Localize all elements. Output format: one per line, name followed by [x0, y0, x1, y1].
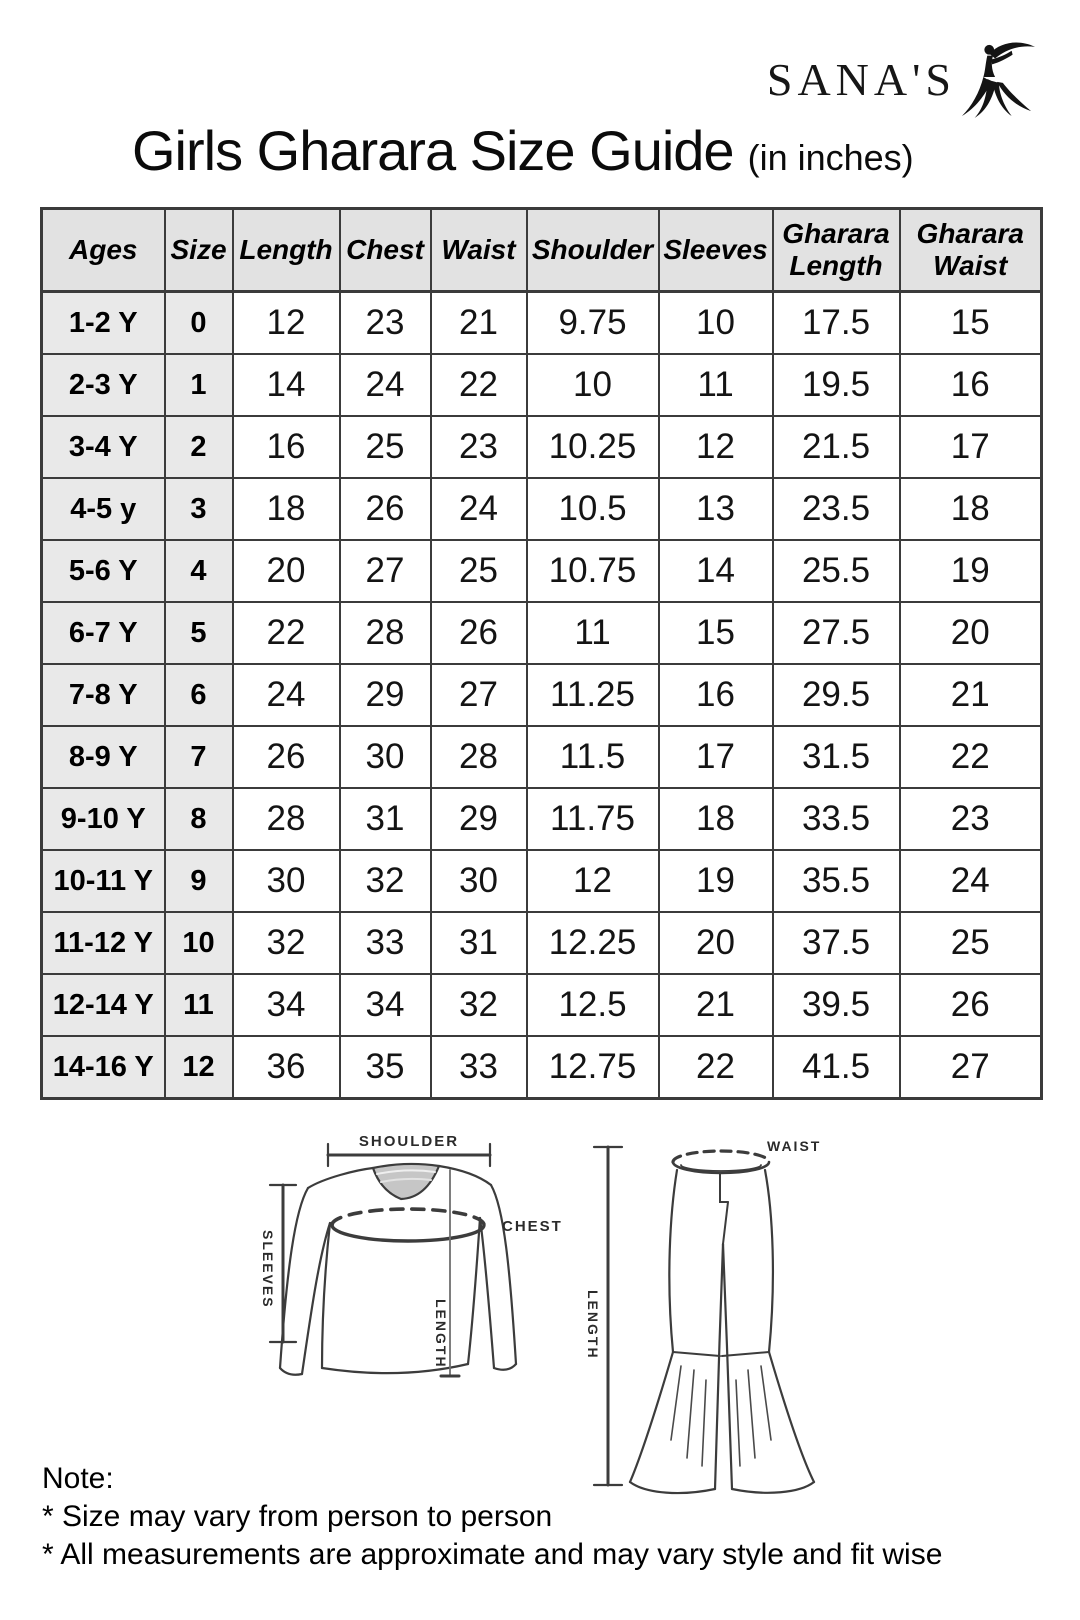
cell-measurement: 29 [431, 788, 527, 850]
cell-size: 0 [165, 292, 233, 355]
table-row [42, 1036, 1042, 1099]
cell-measurement: 17 [900, 416, 1042, 478]
col-header-shoulder: Shoulder [527, 209, 659, 292]
page-title-main: Girls Gharara Size Guide [132, 119, 734, 182]
cell-measurement: 34 [233, 974, 340, 1036]
cell-ages: 4-5 y [42, 478, 165, 540]
table-row [42, 416, 1042, 478]
cell-measurement: 12 [659, 416, 773, 478]
cell-size: 11 [165, 974, 233, 1036]
cell-measurement: 11.5 [527, 726, 659, 788]
cell-measurement: 16 [233, 416, 340, 478]
cell-ages: 9-10 Y [42, 788, 165, 850]
cell-measurement: 32 [233, 912, 340, 974]
cell-measurement: 12.5 [527, 974, 659, 1036]
shirt-sleeves-label: SLEEVES [260, 1230, 276, 1309]
col-header-sleeves: Sleeves [659, 209, 773, 292]
cell-ages: 7-8 Y [42, 664, 165, 726]
cell-measurement: 10.75 [527, 540, 659, 602]
shirt-shoulder-label: SHOULDER [358, 1133, 460, 1150]
cell-measurement: 26 [900, 974, 1042, 1036]
table-row [42, 602, 1042, 664]
cell-measurement: 14 [233, 354, 340, 416]
table-row [42, 292, 1042, 355]
cell-size: 2 [165, 416, 233, 478]
cell-measurement: 27 [340, 540, 431, 602]
cell-ages: 10-11 Y [42, 850, 165, 912]
cell-ages: 8-9 Y [42, 726, 165, 788]
cell-size: 4 [165, 540, 233, 602]
gharara-measure-diagram [530, 1118, 830, 1510]
col-header-length: Length [233, 209, 340, 292]
cell-measurement: 26 [431, 602, 527, 664]
cell-size: 9 [165, 850, 233, 912]
cell-measurement: 26 [233, 726, 340, 788]
cell-measurement: 15 [659, 602, 773, 664]
cell-measurement: 35 [340, 1036, 431, 1099]
table-row [42, 912, 1042, 974]
cell-measurement: 13 [659, 478, 773, 540]
cell-measurement: 24 [431, 478, 527, 540]
cell-ages: 1-2 Y [42, 292, 165, 355]
cell-measurement: 12.75 [527, 1036, 659, 1099]
cell-measurement: 39.5 [773, 974, 900, 1036]
table-row [42, 850, 1042, 912]
brand-logo [767, 38, 1036, 120]
cell-measurement: 41.5 [773, 1036, 900, 1099]
col-header-waist: Waist [431, 209, 527, 292]
cell-ages: 11-12 Y [42, 912, 165, 974]
cell-measurement: 22 [900, 726, 1042, 788]
cell-measurement: 29.5 [773, 664, 900, 726]
table-row [42, 788, 1042, 850]
col-header-ages: Ages [42, 209, 165, 292]
cell-ages: 12-14 Y [42, 974, 165, 1036]
cell-measurement: 10 [527, 354, 659, 416]
cell-measurement: 25 [900, 912, 1042, 974]
cell-measurement: 22 [431, 354, 527, 416]
cell-measurement: 11.75 [527, 788, 659, 850]
dancing-lady-icon [960, 38, 1036, 120]
table-row [42, 726, 1042, 788]
cell-measurement: 12 [527, 850, 659, 912]
cell-measurement: 34 [340, 974, 431, 1036]
cell-measurement: 16 [659, 664, 773, 726]
table-row [42, 540, 1042, 602]
col-header-gharara-waist: Gharara Waist [900, 209, 1042, 292]
cell-measurement: 31 [431, 912, 527, 974]
cell-measurement: 9.75 [527, 292, 659, 355]
cell-size: 1 [165, 354, 233, 416]
cell-measurement: 24 [233, 664, 340, 726]
cell-measurement: 20 [900, 602, 1042, 664]
cell-measurement: 32 [431, 974, 527, 1036]
cell-measurement: 19.5 [773, 354, 900, 416]
table-row [42, 354, 1042, 416]
cell-measurement: 33.5 [773, 788, 900, 850]
cell-size: 8 [165, 788, 233, 850]
gharara-waist-label: WAIST [767, 1138, 822, 1154]
brand-name: SANA'S [766, 53, 956, 105]
cell-measurement: 21.5 [773, 416, 900, 478]
cell-measurement: 28 [340, 602, 431, 664]
cell-measurement: 21 [900, 664, 1042, 726]
cell-measurement: 18 [659, 788, 773, 850]
cell-measurement: 21 [431, 292, 527, 355]
note-block [42, 1460, 942, 1574]
cell-measurement: 20 [659, 912, 773, 974]
cell-ages: 6-7 Y [42, 602, 165, 664]
cell-measurement: 30 [431, 850, 527, 912]
size-table [40, 207, 1043, 1100]
cell-measurement: 23 [340, 292, 431, 355]
cell-measurement: 31.5 [773, 726, 900, 788]
cell-size: 7 [165, 726, 233, 788]
cell-measurement: 29 [340, 664, 431, 726]
cell-size: 6 [165, 664, 233, 726]
table-header-row [42, 209, 1042, 292]
cell-measurement: 15 [900, 292, 1042, 355]
gharara-length-label: LENGTH [585, 1290, 601, 1360]
cell-ages: 2-3 Y [42, 354, 165, 416]
cell-measurement: 20 [233, 540, 340, 602]
cell-measurement: 28 [233, 788, 340, 850]
cell-measurement: 24 [900, 850, 1042, 912]
cell-measurement: 14 [659, 540, 773, 602]
page-title [132, 118, 914, 183]
note-line: * All measurements are approximate and may vary style and fit wise [42, 1538, 943, 1571]
cell-measurement: 27 [900, 1036, 1042, 1099]
cell-measurement: 11 [659, 354, 773, 416]
table-row [42, 664, 1042, 726]
cell-measurement: 21 [659, 974, 773, 1036]
cell-measurement: 31 [340, 788, 431, 850]
cell-ages: 5-6 Y [42, 540, 165, 602]
cell-measurement: 32 [340, 850, 431, 912]
cell-measurement: 35.5 [773, 850, 900, 912]
cell-measurement: 10.25 [527, 416, 659, 478]
cell-measurement: 30 [233, 850, 340, 912]
table-row [42, 974, 1042, 1036]
cell-size: 5 [165, 602, 233, 664]
col-header-gharara-length: Gharara Length [773, 209, 900, 292]
cell-measurement: 11 [527, 602, 659, 664]
shirt-measure-diagram [250, 1118, 570, 1408]
cell-measurement: 17 [659, 726, 773, 788]
cell-measurement: 19 [900, 540, 1042, 602]
cell-measurement: 12 [233, 292, 340, 355]
cell-measurement: 26 [340, 478, 431, 540]
cell-measurement: 27 [431, 664, 527, 726]
cell-measurement: 25 [340, 416, 431, 478]
note-heading: Note: [42, 1462, 114, 1495]
cell-size: 10 [165, 912, 233, 974]
table-row [42, 478, 1042, 540]
cell-ages: 3-4 Y [42, 416, 165, 478]
cell-measurement: 23.5 [773, 478, 900, 540]
cell-measurement: 37.5 [773, 912, 900, 974]
cell-size: 12 [165, 1036, 233, 1099]
cell-size: 3 [165, 478, 233, 540]
cell-measurement: 25.5 [773, 540, 900, 602]
cell-measurement: 33 [340, 912, 431, 974]
cell-measurement: 19 [659, 850, 773, 912]
cell-measurement: 11.25 [527, 664, 659, 726]
col-header-size: Size [165, 209, 233, 292]
cell-measurement: 36 [233, 1036, 340, 1099]
cell-measurement: 22 [659, 1036, 773, 1099]
size-table-body [42, 292, 1042, 1099]
cell-measurement: 24 [340, 354, 431, 416]
cell-measurement: 28 [431, 726, 527, 788]
cell-measurement: 27.5 [773, 602, 900, 664]
cell-measurement: 25 [431, 540, 527, 602]
cell-ages: 14-16 Y [42, 1036, 165, 1099]
cell-measurement: 12.25 [527, 912, 659, 974]
col-header-chest: Chest [340, 209, 431, 292]
cell-measurement: 16 [900, 354, 1042, 416]
page-title-units: (in inches) [747, 137, 914, 178]
cell-measurement: 22 [233, 602, 340, 664]
cell-measurement: 18 [233, 478, 340, 540]
cell-measurement: 30 [340, 726, 431, 788]
note-line: * Size may vary from person to person [42, 1500, 553, 1533]
cell-measurement: 23 [900, 788, 1042, 850]
cell-measurement: 33 [431, 1036, 527, 1099]
shirt-chest-label: CHEST [502, 1218, 563, 1235]
cell-measurement: 18 [900, 478, 1042, 540]
cell-measurement: 17.5 [773, 292, 900, 355]
shirt-length-label: LENGTH [433, 1299, 449, 1369]
cell-measurement: 10.5 [527, 478, 659, 540]
cell-measurement: 23 [431, 416, 527, 478]
cell-measurement: 10 [659, 292, 773, 355]
